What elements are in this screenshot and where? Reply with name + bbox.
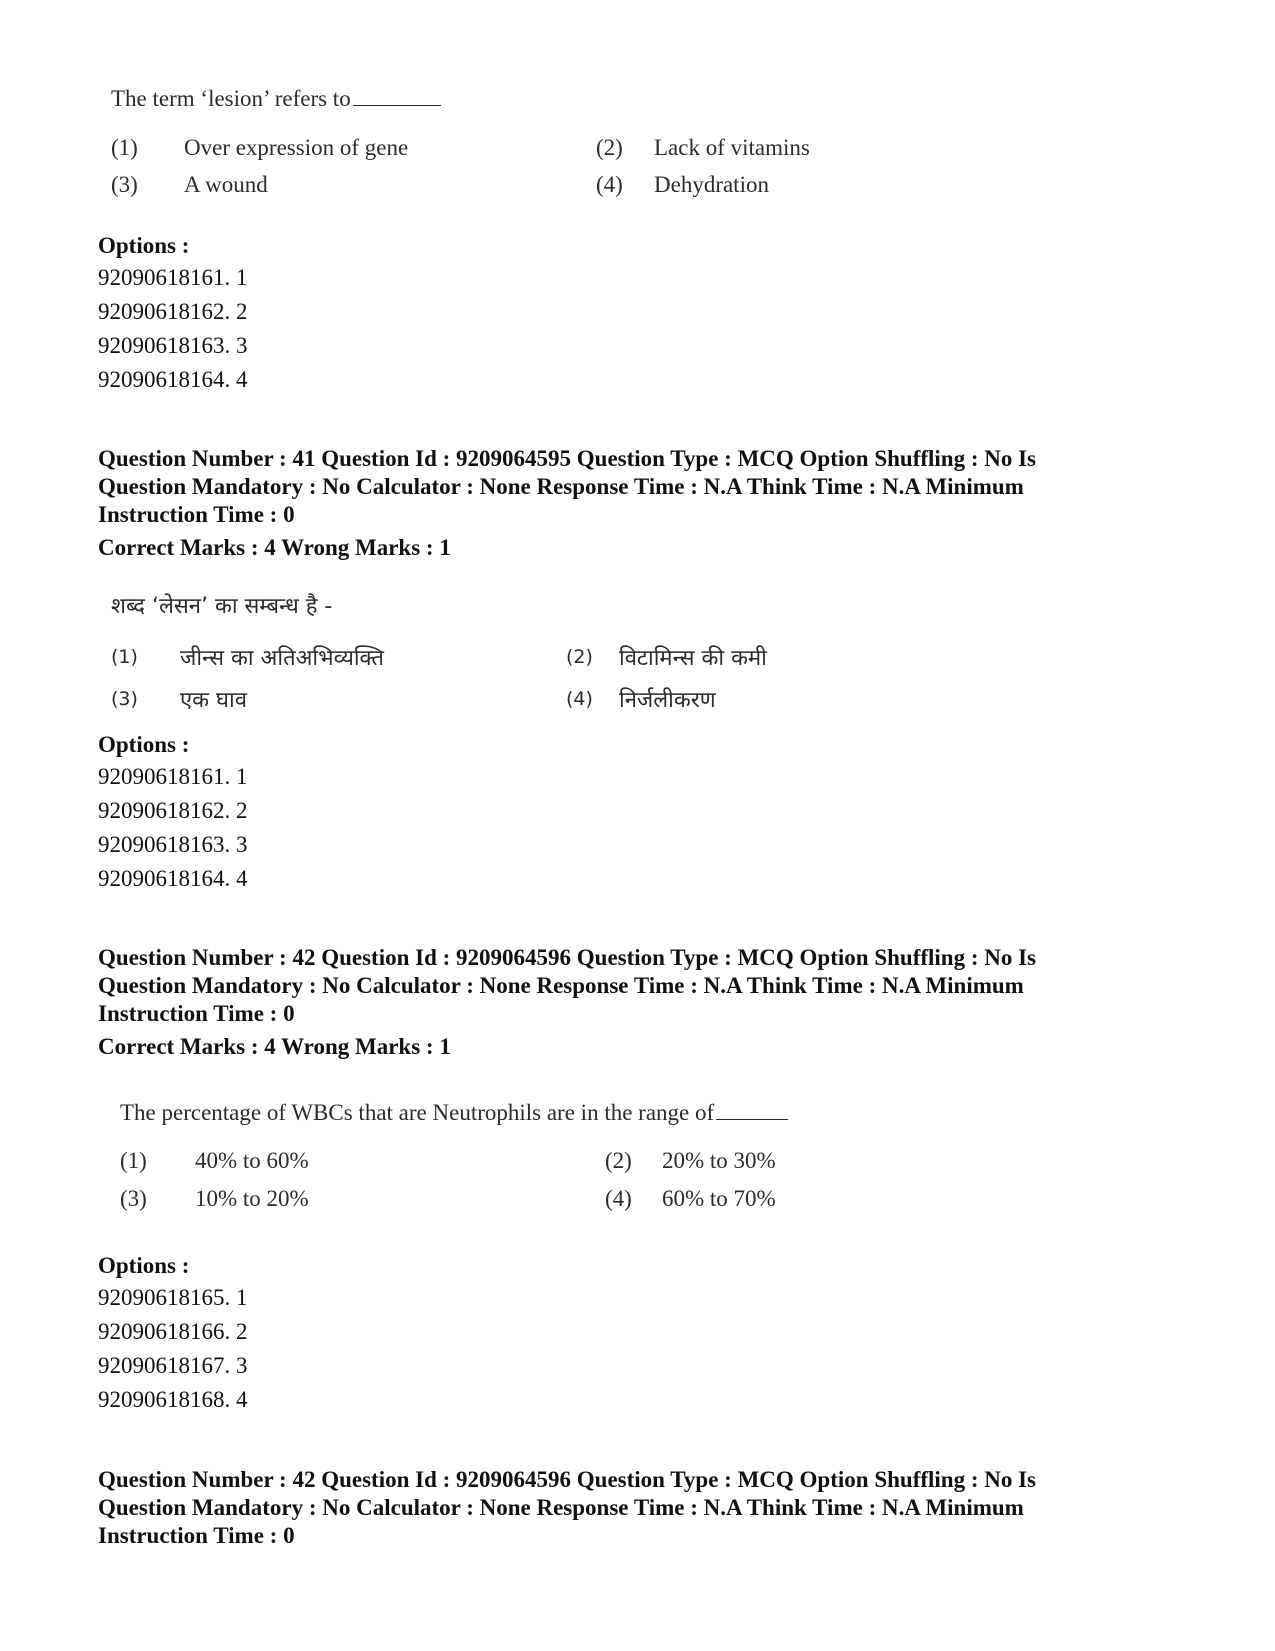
question-meta: Question Number : 41 Question Id : 9209064595 Question Type : MCQ Option Shuffling : No Is Question Mandatory : No Calculator : None Response Time : N.A Think Time : N.A Minimum Instruction Time : 0: [98, 446, 1037, 527]
choice-number: (4): [605, 1186, 632, 1211]
choice-number: (2): [596, 135, 623, 160]
choice-number: (3): [111, 688, 138, 710]
option-id: 92090618164. 4: [98, 367, 248, 392]
choice-text: Over expression of gene: [184, 135, 409, 160]
choice-number: (3): [120, 1186, 147, 1211]
choice-text: 20% to 30%: [662, 1148, 776, 1173]
option-id: 92090618168. 4: [98, 1387, 248, 1412]
choice-text: जीन्स का अतिअभिव्यक्ति: [180, 646, 384, 671]
choice-number: (2): [605, 1148, 632, 1173]
option-id: 92090618164. 4: [98, 866, 248, 891]
question-stem: The term ‘lesion’ refers to: [111, 86, 441, 112]
options-block: [98, 233, 248, 397]
option-id: 92090618161. 1: [98, 764, 248, 789]
answer-blank: [716, 1118, 788, 1120]
question-meta: Question Number : 42 Question Id : 9209064596 Question Type : MCQ Option Shuffling : No Is Question Mandatory : No Calculator : None Response Time : N.A Think Time : N.A Minimum Instruction Time : 0: [98, 945, 1037, 1026]
question-meta: Question Number : 42 Question Id : 9209064596 Question Type : MCQ Option Shuffling : No Is Question Mandatory : No Calculator : None Response Time : N.A Think Time : N.A Minimum Instruction Time : 0: [98, 1467, 1037, 1548]
question-marks: Correct Marks : 4 Wrong Marks : 1: [98, 1034, 451, 1059]
option-id: 92090618165. 1: [98, 1285, 248, 1310]
options-block: [98, 1253, 248, 1417]
option-id: 92090618161. 1: [98, 265, 248, 290]
option-id: 92090618162. 2: [98, 299, 248, 324]
choice-number: (4): [596, 172, 623, 197]
option-id: 92090618163. 3: [98, 832, 248, 857]
choice-text: विटामिन्स की कमी: [619, 646, 767, 671]
choice-number: (4): [566, 688, 593, 710]
option-id: 92090618163. 3: [98, 333, 248, 358]
answer-blank: [353, 104, 441, 106]
choice-text: 40% to 60%: [195, 1148, 309, 1173]
options-label: Options :: [98, 1253, 190, 1278]
question-marks: Correct Marks : 4 Wrong Marks : 1: [98, 535, 451, 560]
choice-text: 60% to 70%: [662, 1186, 776, 1211]
choice-number: (1): [111, 135, 138, 160]
options-block: [98, 732, 248, 896]
choice-text: 10% to 20%: [195, 1186, 309, 1211]
option-id: 92090618167. 3: [98, 1353, 248, 1378]
option-id: 92090618166. 2: [98, 1319, 248, 1344]
options-label: Options :: [98, 732, 190, 757]
options-label: Options :: [98, 233, 190, 258]
choice-text: एक घाव: [180, 688, 247, 713]
choice-text: Dehydration: [654, 172, 769, 197]
choice-number: (2): [566, 646, 593, 668]
choice-text: A wound: [184, 172, 268, 197]
choice-text: Lack of vitamins: [654, 135, 810, 160]
choice-number: (3): [111, 172, 138, 197]
question-stem: शब्द ‘लेसन’ का सम्बन्ध है -: [111, 594, 333, 619]
choice-text: निर्जलीकरण: [619, 688, 716, 713]
choice-number: (1): [120, 1148, 147, 1173]
question-stem: The percentage of WBCs that are Neutrophils are in the range of: [120, 1100, 788, 1126]
option-id: 92090618162. 2: [98, 798, 248, 823]
choice-number: (1): [111, 646, 138, 668]
